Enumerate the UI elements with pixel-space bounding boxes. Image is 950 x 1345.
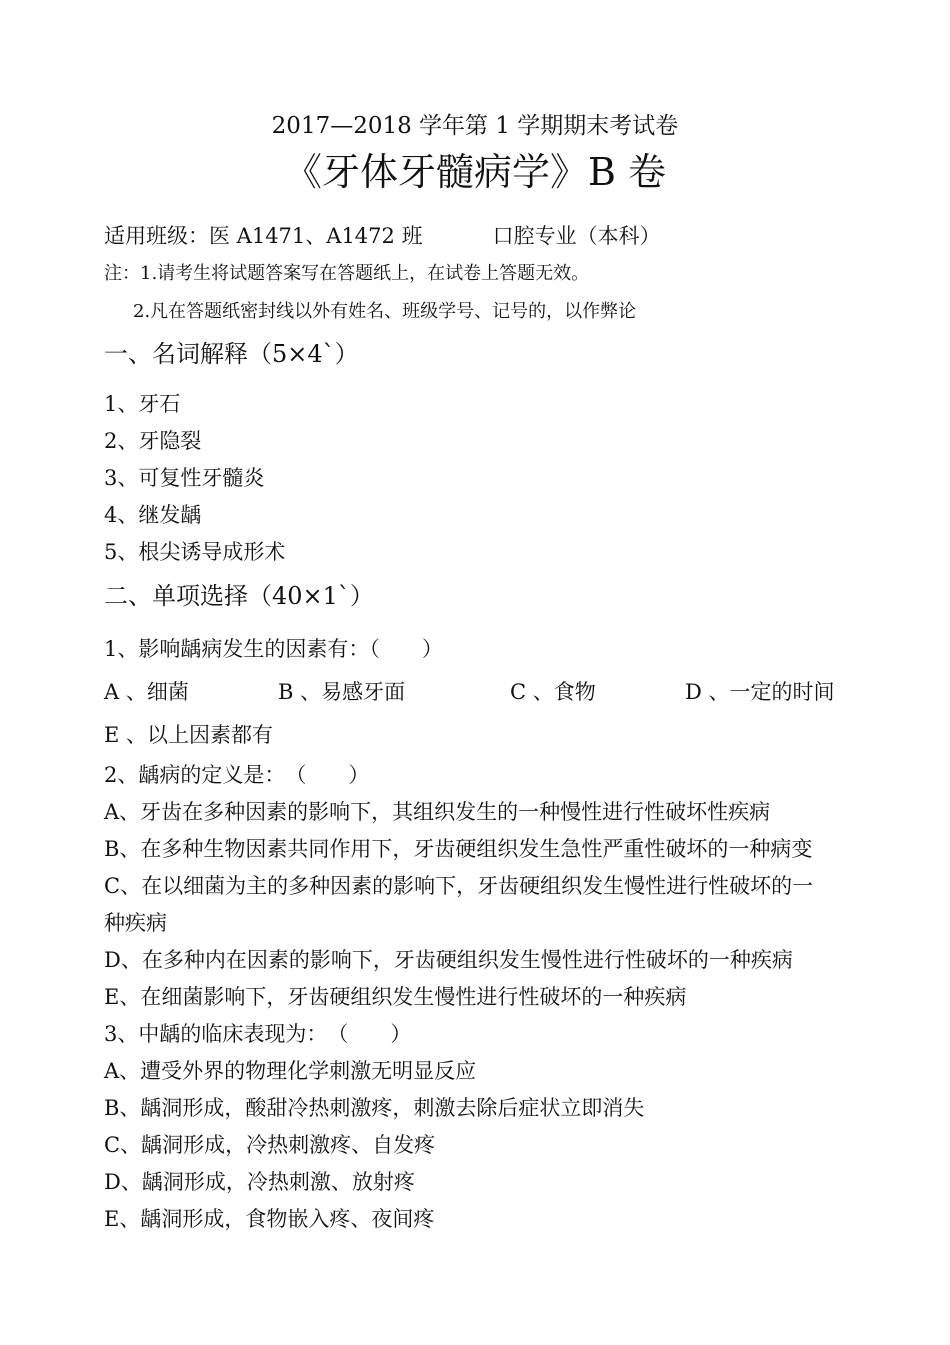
- question-3-option-e: E、龋洞形成，食物嵌入疼、夜间疼: [104, 1207, 435, 1231]
- question-3-option-c: C、龋洞形成，冷热刺激疼、自发疼: [104, 1133, 436, 1157]
- question-1-option-b: B 、易感牙面: [278, 680, 406, 704]
- note-2: 2.凡在答题纸密封线以外有姓名、班级学号、记号的，以作弊论: [133, 301, 637, 322]
- question-1-option-d: D 、一定的时间: [685, 680, 835, 704]
- exam-term-title: 2017—2018 学年第 1 学期期末考试卷: [271, 113, 679, 139]
- question-1-option-a: A 、细菌: [104, 680, 189, 704]
- question-1-option-e: E 、以上因素都有: [104, 723, 274, 747]
- question-3-option-b: B、龋洞形成，酸甜冷热刺激疼，刺激去除后症状立即消失: [104, 1096, 645, 1120]
- question-3-option-a: A、遭受外界的物理化学刺激无明显反应: [104, 1059, 477, 1083]
- exam-meta: [104, 222, 661, 250]
- question-2-option-a: A、牙齿在多种因素的影响下，其组织发生的一种慢性进行性破坏性疾病: [104, 800, 771, 824]
- question-1-option-c: C 、食物: [510, 680, 596, 704]
- question-3-stem: 3、中龋的临床表现为： （ ）: [104, 1022, 412, 1046]
- section1-title: 一、名词解释（5×4`）: [104, 340, 359, 368]
- term-item: 2、牙隐裂: [104, 429, 202, 453]
- note-1: 注：1.请考生将试题答案写在答题纸上，在试卷上答题无效。: [104, 263, 590, 284]
- course-title: 《牙体牙髓病学》B 卷: [283, 150, 666, 194]
- question-2-option-c: C、在以细菌为主的多种因素的影响下，牙齿硬组织发生慢性进行性破坏的一: [104, 874, 814, 898]
- term-item: 4、继发龋: [104, 503, 202, 527]
- section2-title: 二、单项选择（40×1`）: [104, 582, 374, 610]
- question-3-option-d: D、龋洞形成，冷热刺激、放射疼: [104, 1170, 415, 1194]
- term-item: 5、根尖诱导成形术: [104, 540, 286, 564]
- applicable-classes: 适用班级：医 A1471、A1472 班: [104, 224, 423, 248]
- question-2-option-c-continued: 种疾病: [104, 911, 167, 935]
- term-item: 3、可复性牙髓炎: [104, 466, 265, 490]
- question-2-option-e: E、在细菌影响下，牙齿硬组织发生慢性进行性破坏的一种疾病: [104, 985, 687, 1009]
- term-item: 1、牙石: [104, 392, 181, 416]
- question-1-stem: 1、影响龋病发生的因素有：（ ）: [104, 637, 443, 661]
- question-2-option-b: B、在多种生物因素共同作用下，牙齿硬组织发生急性严重性破坏的一种病变: [104, 837, 813, 861]
- question-2-stem: 2、龋病的定义是： （ ）: [104, 763, 370, 787]
- major: 口腔专业（本科）: [492, 224, 661, 248]
- question-2-option-d: D、在多种内在因素的影响下，牙齿硬组织发生慢性进行性破坏的一种疾病: [104, 948, 793, 972]
